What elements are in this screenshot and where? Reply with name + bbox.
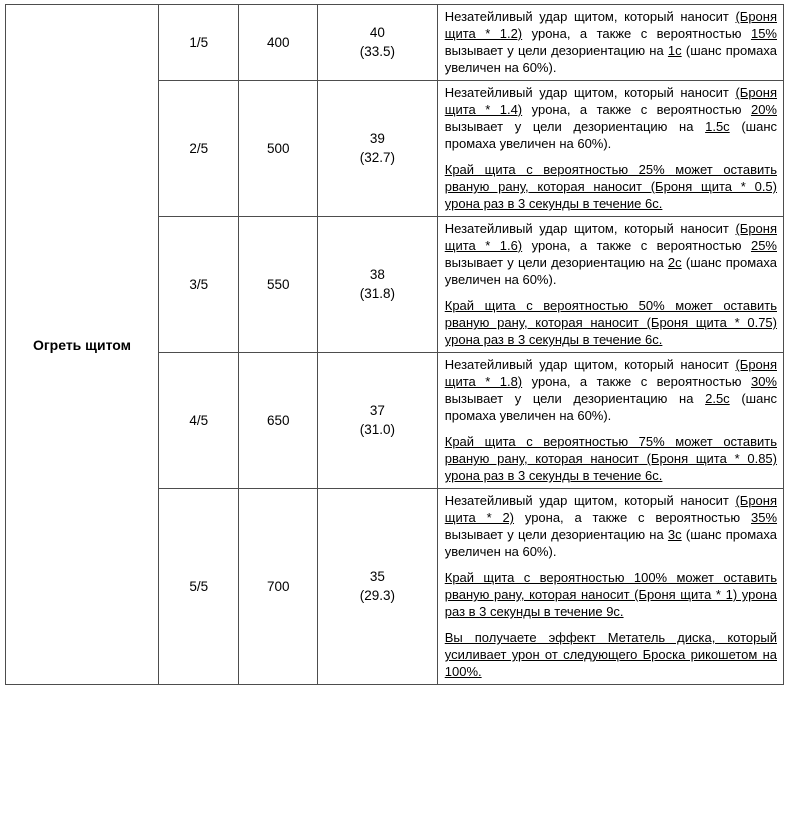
text-run: (шанс промаха увеличен на 60%).: [444, 255, 777, 287]
skill-name: Огреть щитом: [32, 336, 131, 353]
cost-cell: 650: [239, 353, 318, 489]
description-paragraph: [445, 569, 777, 620]
text-run: Незатейливый удар щитом, который наносит: [444, 9, 736, 24]
stat-sub: (29.3): [359, 587, 395, 603]
text-run: урона, а также с вероятностью: [522, 26, 751, 41]
highlighted-term: 2.5с: [705, 391, 730, 406]
text-run: Незатейливый удар щитом, который наносит: [444, 493, 736, 508]
description-cell: [437, 353, 783, 489]
highlighted-term: 2с: [667, 255, 682, 270]
text-run: вызывает у цели дезориентацию на: [444, 527, 668, 542]
level-cell: 5/5: [158, 489, 239, 685]
text-run: Незатейливый удар щитом, который наносит: [444, 221, 736, 236]
highlighted-term: Вы получаете эффект Метатель диска, который усиливает урон от следующего Броска рикошетом на 100%.: [444, 630, 777, 679]
highlighted-term: (Броня щита * 1.2): [444, 9, 777, 41]
text-run: (шанс промаха увеличен на 60%).: [444, 391, 778, 423]
level-cell: 3/5: [158, 217, 239, 353]
description-paragraph: [445, 161, 777, 212]
text-run: (шанс промаха увеличен на 60%).: [444, 527, 777, 559]
text-run: урона, а также с вероятностью: [514, 510, 751, 525]
stat-cell: [317, 489, 437, 685]
stat-cell: [317, 353, 437, 489]
cost-cell: 700: [239, 489, 318, 685]
description-cell: [437, 489, 783, 685]
highlighted-term: (Броня щита * 1.4): [444, 85, 777, 117]
text-run: Незатейливый удар щитом, который наносит: [444, 357, 736, 372]
stat-main: 35: [369, 568, 385, 584]
cost-cell: 400: [239, 5, 318, 81]
highlighted-term: (Броня щита * 1.6): [444, 221, 777, 253]
stat-cell: [317, 217, 437, 353]
highlighted-term: 25%: [750, 238, 777, 253]
level-cell: 4/5: [158, 353, 239, 489]
stat-main: 40: [369, 24, 385, 40]
skill-table-body: [6, 5, 784, 685]
text-run: вызывает у цели дезориентацию на: [444, 119, 706, 134]
table-row: [6, 5, 784, 81]
description-cell: [437, 5, 783, 81]
highlighted-term: 3с: [667, 527, 682, 542]
cost-cell: 550: [239, 217, 318, 353]
text-run: вызывает у цели дезориентацию на: [444, 43, 668, 58]
cost-cell: 500: [239, 81, 318, 217]
stat-cell: [317, 5, 437, 81]
stat-main: 39: [369, 130, 385, 146]
highlighted-term: (Броня щита * 2): [444, 493, 777, 525]
stat-sub: (31.8): [359, 285, 395, 301]
description-paragraph: [445, 433, 777, 484]
description-cell: [437, 81, 783, 217]
stat-main: 37: [369, 402, 385, 418]
text-run: Незатейливый удар щитом, который наносит: [444, 85, 736, 100]
highlighted-term: Край щита с вероятностью 25% может оставить рваную рану, которая наносит (Броня щита * 0.5) урона раз в 3 секунды в течение 6с.: [444, 162, 777, 211]
highlighted-term: 35%: [750, 510, 778, 525]
description-paragraph: [445, 84, 777, 152]
description-paragraph: [445, 356, 777, 424]
highlighted-term: 30%: [750, 374, 777, 389]
level-cell: 1/5: [158, 5, 239, 81]
description-paragraph: [445, 492, 777, 560]
stat-sub: (32.7): [359, 149, 395, 165]
text-run: (шанс промаха увеличен на 60%).: [444, 119, 778, 151]
stat-sub: (33.5): [359, 43, 395, 59]
level-cell: 2/5: [158, 81, 239, 217]
description-paragraph: [445, 8, 777, 76]
highlighted-term: 15%: [750, 26, 777, 41]
text-run: вызывает у цели дезориентацию на: [444, 391, 706, 406]
description-paragraph: [445, 629, 777, 680]
text-run: урона, а также с вероятностью: [522, 102, 751, 117]
highlighted-term: Край щита с вероятностью 100% может оставить рваную рану, которая наносит (Броня щита * 1) урона раз в 3 секунды в течение 9с.: [444, 570, 777, 619]
description-paragraph: [445, 220, 777, 288]
text-run: (шанс промаха увеличен на 60%).: [444, 43, 777, 75]
stat-cell: [317, 81, 437, 217]
stat-main: 38: [369, 266, 385, 282]
highlighted-term: Край щита с вероятностью 75% может оставить рваную рану, которая наносит (Броня щита * 0.85) урона раз в 3 секунды в течение 6с.: [444, 434, 777, 483]
description-paragraph: [445, 297, 777, 348]
text-run: вызывает у цели дезориентацию на: [444, 255, 668, 270]
highlighted-term: 20%: [750, 102, 777, 117]
skill-table: [5, 4, 784, 685]
highlighted-term: Край щита с вероятностью 50% может оставить рваную рану, которая наносит (Броня щита * 0.75) урона раз в 3 секунды в течение 6с.: [444, 298, 777, 347]
skill-name-cell: [6, 5, 159, 685]
text-run: урона, а также с вероятностью: [522, 238, 751, 253]
description-cell: [437, 217, 783, 353]
highlighted-term: (Броня щита * 1.8): [444, 357, 777, 389]
highlighted-term: 1с: [667, 43, 682, 58]
stat-sub: (31.0): [359, 421, 395, 437]
highlighted-term: 1.5с: [705, 119, 730, 134]
text-run: урона, а также с вероятностью: [522, 374, 751, 389]
